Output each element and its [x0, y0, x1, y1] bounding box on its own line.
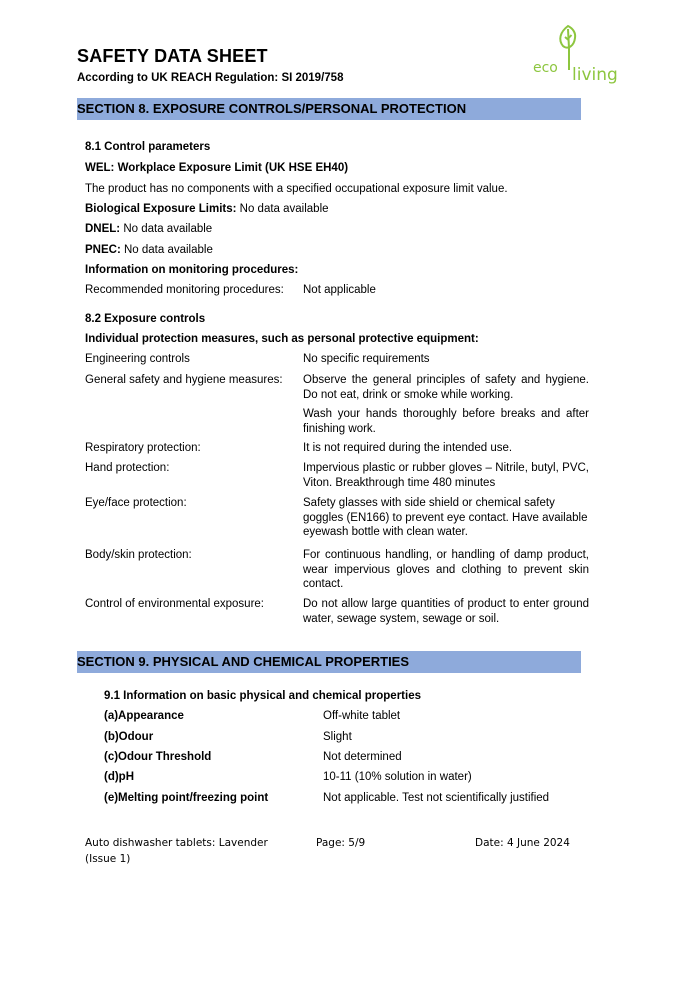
- footer-issue: (Issue 1): [85, 853, 131, 865]
- pnec-label: PNEC:: [85, 244, 121, 256]
- monitoring-label: Recommended monitoring procedures:: [85, 284, 284, 296]
- biological-limits: [85, 202, 329, 217]
- row-label-eye: Eye/face protection:: [85, 497, 187, 509]
- footer-date: Date: 4 June 2024: [475, 837, 570, 849]
- monitoring-value: Not applicable: [303, 284, 376, 296]
- property-label-appearance: (a)Appearance: [104, 710, 184, 722]
- monitoring-heading: Information on monitoring procedures:: [85, 264, 299, 276]
- section-8-heading: SECTION 8. EXPOSURE CONTROLS/PERSONAL PROTECTION: [77, 98, 581, 120]
- dnel-label: DNEL:: [85, 223, 121, 235]
- page-subtitle: According to UK REACH Regulation: SI 2019/758: [77, 72, 344, 84]
- biological-value: No data available: [236, 203, 329, 215]
- row-value-respiratory: It is not required during the intended use.: [303, 442, 513, 454]
- property-value-ph: 10-11 (10% solution in water): [323, 771, 472, 783]
- property-value-odour-threshold: Not determined: [323, 751, 402, 763]
- eco-living-logo: [530, 22, 622, 86]
- row-value-general-safety: Observe the general principles of safety and hygiene. Do not eat, drink or smoke while working.: [303, 374, 589, 401]
- row-label-hand: Hand protection:: [85, 462, 170, 474]
- property-label-odour: (b)Odour: [104, 731, 154, 743]
- logo-text-living: living: [572, 65, 618, 85]
- ppe-subheading: Individual protection measures, such as personal protective equipment:: [85, 333, 479, 345]
- row-value-eye: Safety glasses with side shield or chemical safety goggles (EN166) to prevent eye contact. Have available eyewash bottle with clean water.: [303, 497, 588, 538]
- section-9-heading: SECTION 9. PHYSICAL AND CHEMICAL PROPERTIES: [77, 651, 581, 673]
- control-parameters-heading: 8.1 Control parameters: [85, 141, 211, 153]
- footer-product: Auto dishwasher tablets: Lavender: [85, 837, 268, 849]
- property-value-appearance: Off-white tablet: [323, 710, 401, 722]
- row-label-engineering: Engineering controls: [85, 353, 190, 365]
- property-label-odour-threshold: (c)Odour Threshold: [104, 751, 212, 763]
- property-label-melting-point: (e)Melting point/freezing point: [104, 792, 269, 804]
- row-value-wash-hands: Wash your hands thoroughly before breaks and after finishing work.: [303, 408, 589, 435]
- wel-text: The product has no components with a specified occupational exposure limit value.: [85, 183, 508, 195]
- row-label-general-safety: General safety and hygiene measures:: [85, 374, 283, 386]
- dnel-value: No data available: [120, 223, 213, 235]
- row-label-respiratory: Respiratory protection:: [85, 442, 201, 454]
- row-label-environmental: Control of environmental exposure:: [85, 598, 264, 610]
- property-value-odour: Slight: [323, 731, 352, 743]
- basic-properties-heading: 9.1 Information on basic physical and chemical properties: [104, 690, 421, 702]
- exposure-controls-heading: 8.2 Exposure controls: [85, 313, 206, 325]
- row-value-environmental: Do not allow large quantities of product to enter ground water, sewage system, sewage or soil.: [303, 598, 589, 625]
- pnec: [85, 243, 213, 258]
- logo-text-eco: eco: [533, 60, 558, 76]
- footer-page: Page: 5/9: [316, 837, 366, 849]
- property-label-ph: (d)pH: [104, 771, 135, 783]
- wel-heading: WEL: Workplace Exposure Limit (UK HSE EH40): [85, 162, 349, 174]
- row-value-hand: Impervious plastic or rubber gloves – Nitrile, butyl, PVC, Viton. Breakthrough time 480 minutes: [303, 462, 589, 489]
- dnel: [85, 222, 212, 237]
- biological-label: Biological Exposure Limits:: [85, 203, 237, 215]
- row-value-engineering: No specific requirements: [303, 353, 430, 365]
- row-value-body: For continuous handling, or handling of damp product, wear impervious gloves and clothing to prevent skin contact.: [303, 549, 589, 590]
- row-label-body: Body/skin protection:: [85, 549, 192, 561]
- pnec-value: No data available: [120, 244, 213, 256]
- property-value-melting-point: Not applicable. Test not scientifically justified: [323, 792, 550, 804]
- page-title: SAFETY DATA SHEET: [77, 46, 268, 66]
